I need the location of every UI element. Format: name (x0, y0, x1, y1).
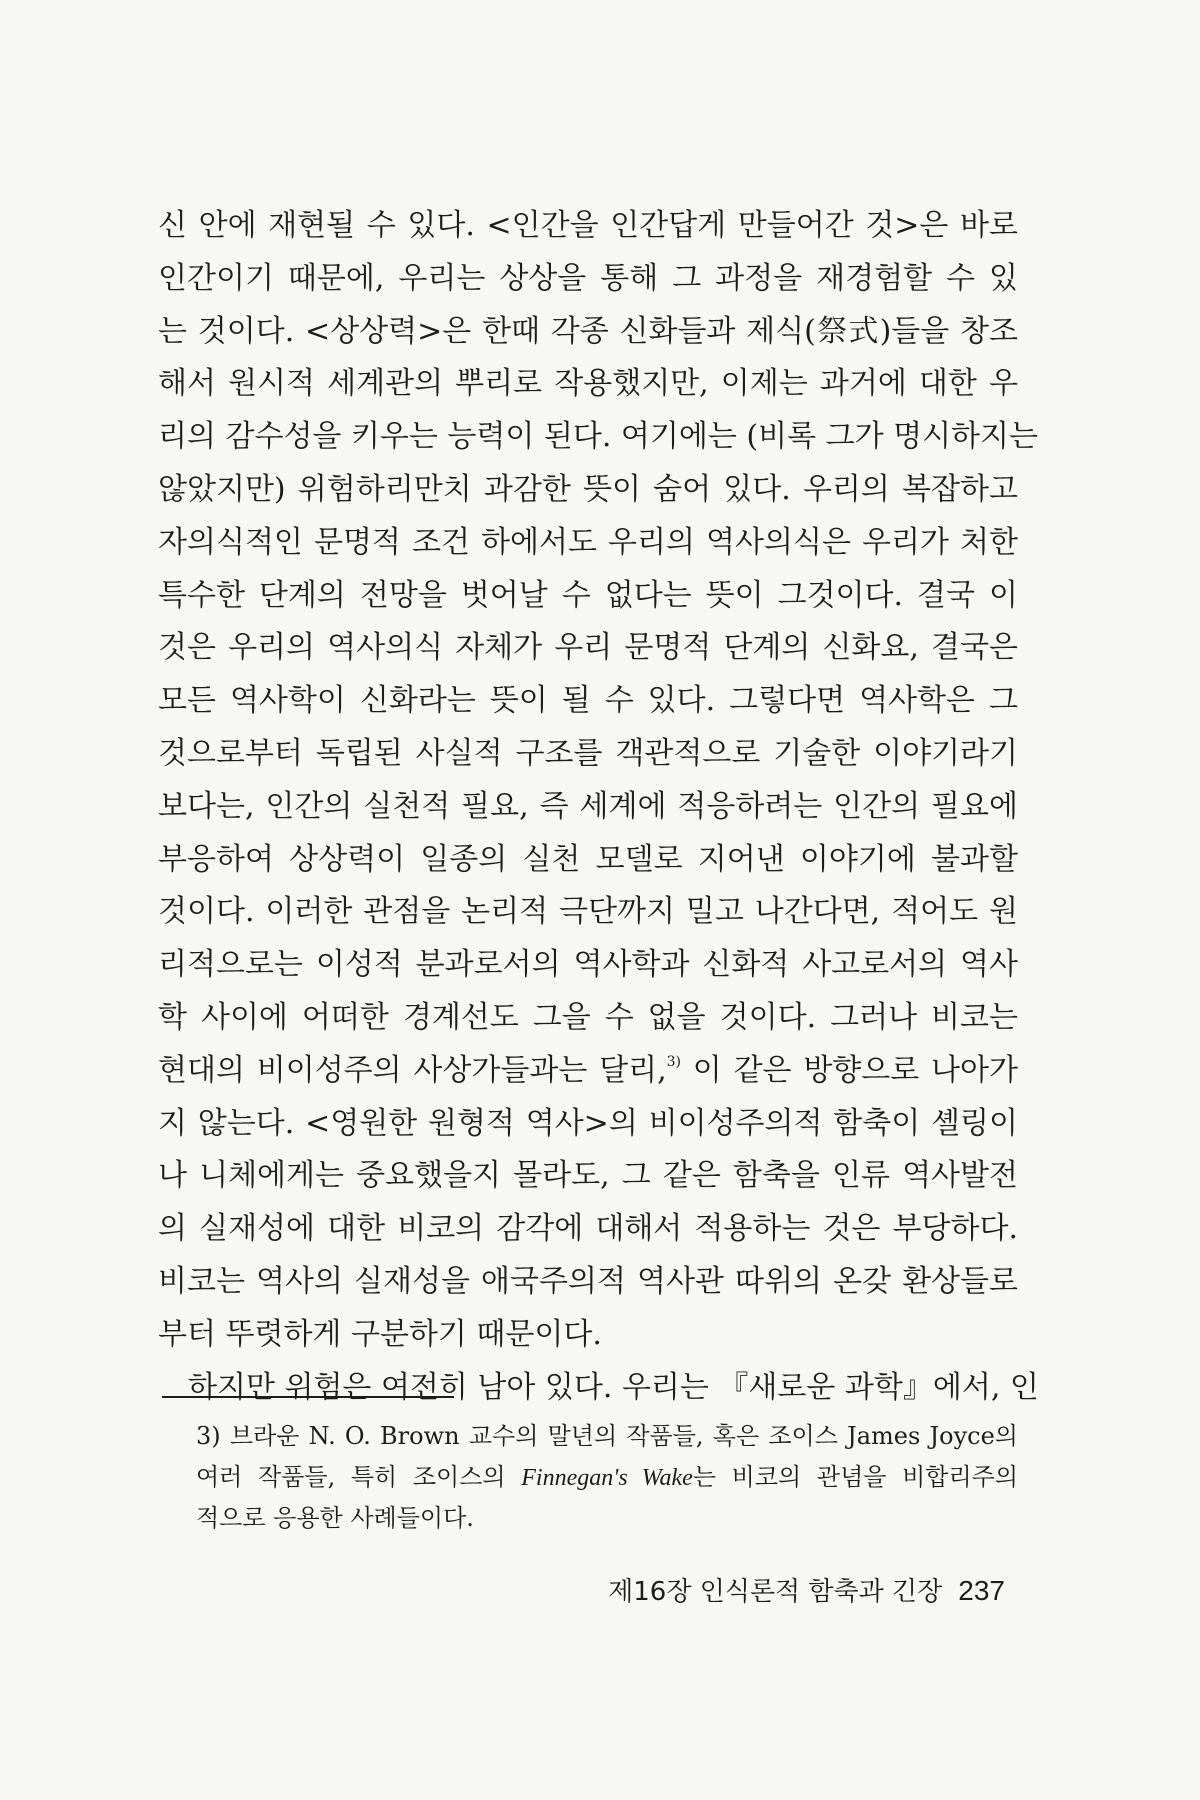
text-line: 리의 감수성을 키우는 능력이 된다. 여기에는 (비록 그가 명시하지는 (158, 419, 1038, 455)
text-line: 부응하여 상상력이 일종의 실천 모델로 지어낸 이야기에 불과할 (158, 841, 1018, 877)
book-title-italic: Finnegan's Wake (521, 1465, 693, 1491)
text-line: 지 않는다. <영원한 원형적 역사>의 비이성주의적 함축이 셸링이 (158, 1105, 1018, 1141)
text-line: 는 것이다. <상상력>은 한때 각종 신화들과 제식(祭式)들을 창조 (158, 313, 1018, 349)
footnote (196, 1416, 1018, 1539)
text-line: 자의식적인 문명적 조건 하에서도 우리의 역사의식은 우리가 처한 (158, 524, 1018, 560)
text-line: 것이다. 이러한 관점을 논리적 극단까지 밀고 나간다면, 적어도 원 (158, 894, 1018, 930)
footnote-divider (162, 1396, 454, 1398)
text-segment: 현대의 비이성주의 사상가들과는 달리, (158, 1052, 667, 1088)
footnote-line (196, 1457, 1018, 1498)
text-line: 것으로부터 독립된 사실적 구조를 객관적으로 기술한 이야기라기 (158, 735, 1018, 771)
body-text (158, 200, 1039, 1414)
running-footer (608, 1574, 1005, 1609)
text-line: 특수한 단계의 전망을 벗어날 수 없다는 뜻이 그것이다. 결국 이 (158, 577, 1018, 613)
text-line: 인간이기 때문에, 우리는 상상을 통해 그 과정을 재경험할 수 있 (158, 260, 1018, 296)
text-line: 것은 우리의 역사의식 자체가 우리 문명적 단계의 신화요, 결국은 (158, 630, 1018, 666)
text-line: 않았지만) 위험하리만치 과감한 뜻이 숨어 있다. 우리의 복잡하고 (158, 471, 1018, 507)
text-line: 부터 뚜렷하게 구분하기 때문이다. (158, 1316, 602, 1352)
footnote-ref: 3) (666, 1053, 681, 1070)
text-line: 보다는, 인간의 실천적 필요, 즉 세계에 적응하려는 인간의 필요에 (158, 788, 1018, 824)
text-line: 모든 역사학이 신화라는 뜻이 될 수 있다. 그렇다면 역사학은 그 (158, 683, 1018, 719)
footnote-segment: 는 비코의 관념을 비합리주의 (692, 1463, 1019, 1491)
footnote-line: 3) 브라운 N. O. Brown 교수의 말년의 작품들, 혹은 조이스 James Joyce의 (196, 1422, 1018, 1450)
chapter-title: 제16장 인식론적 함축과 긴장 (608, 1577, 943, 1607)
text-line-paragraph-start: 하지만 위험은 여전히 남아 있다. 우리는 『새로운 과학』에서, 인 (188, 1369, 1039, 1405)
footnote-segment: 여러 작품들, 특히 조이스의 (196, 1463, 522, 1491)
text-line: 학 사이에 어떠한 경계선도 그을 수 없을 것이다. 그러나 비코는 (158, 999, 1018, 1035)
text-segment: 이 같은 방향으로 나아가 (692, 1052, 1018, 1088)
footnote-line: 적으로 응용한 사례들이다. (196, 1504, 474, 1532)
text-line: 리적으로는 이성적 분과로서의 역사학과 신화적 사고로서의 역사 (158, 947, 1018, 983)
text-line: 신 안에 재현될 수 있다. <인간을 인간답게 만들어간 것>은 바로 (158, 208, 1018, 243)
text-line: 의 실재성에 대한 비코의 감각에 대해서 적용하는 것은 부당하다. (158, 1211, 1018, 1247)
text-line: 비코는 역사의 실재성을 애국주의적 역사관 따위의 온갖 환상들로 (158, 1263, 1018, 1299)
page-number: 237 (958, 1575, 1005, 1606)
text-line-with-footnote-ref (158, 1045, 1018, 1098)
text-line: 나 니체에게는 중요했을지 몰라도, 그 같은 함축을 인류 역사발전 (158, 1158, 1018, 1194)
text-line: 해서 원시적 세계관의 뿌리로 작용했지만, 이제는 과거에 대한 우 (158, 366, 1018, 402)
